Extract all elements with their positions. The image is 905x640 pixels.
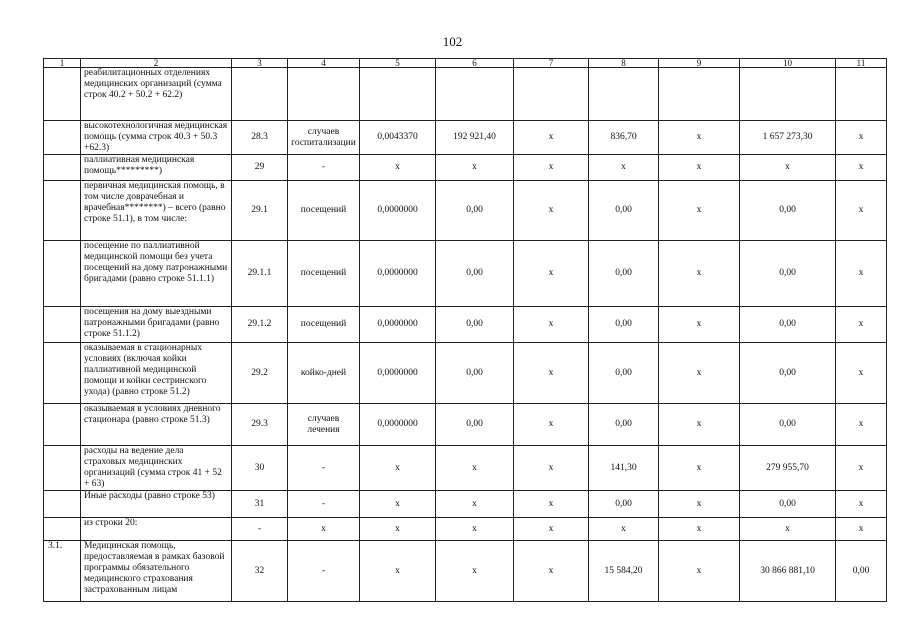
col9-value: х [659, 121, 740, 155]
col11-value: х [836, 181, 887, 241]
line-code: - [232, 518, 288, 541]
col6-value: 0,00 [436, 181, 514, 241]
col10-value [740, 68, 836, 121]
column-header: 10 [740, 59, 836, 68]
line-code: 29.1 [232, 181, 288, 241]
col7-value: х [514, 241, 589, 307]
unit: посещений [288, 241, 360, 307]
line-code: 32 [232, 541, 288, 602]
col8-value: х [589, 155, 659, 181]
unit: - [288, 155, 360, 181]
col5-value: 0,0000000 [360, 181, 436, 241]
col11-value: 0,00 [836, 541, 887, 602]
column-header: 4 [288, 59, 360, 68]
col6-value: 0,00 [436, 404, 514, 446]
column-header: 2 [81, 59, 232, 68]
col8-value: 0,00 [589, 181, 659, 241]
col10-value: 0,00 [740, 241, 836, 307]
row-number [44, 121, 81, 155]
col9-value: х [659, 404, 740, 446]
col9-value: х [659, 181, 740, 241]
column-header: 11 [836, 59, 887, 68]
col11-value: х [836, 404, 887, 446]
table-row [44, 343, 887, 404]
col8-value: 0,00 [589, 404, 659, 446]
col5-value: х [360, 155, 436, 181]
column-header: 1 [44, 59, 81, 68]
unit: койко-дней [288, 343, 360, 404]
row-description: из строки 20: [81, 518, 232, 541]
row-number [44, 343, 81, 404]
row-description: первичная медицинская помощь, в том числе доврачебная и врачебная********) – всего (равно строке 51.1), в том числе: [81, 181, 232, 241]
unit: посещений [288, 307, 360, 343]
col6-value: х [436, 541, 514, 602]
unit [288, 68, 360, 121]
table-row [44, 121, 887, 155]
row-number [44, 404, 81, 446]
col11-value: х [836, 121, 887, 155]
col10-value: 279 955,70 [740, 446, 836, 491]
unit: - [288, 446, 360, 491]
col11-value: х [836, 307, 887, 343]
col11-value: х [836, 241, 887, 307]
column-header: 9 [659, 59, 740, 68]
line-code: 29.1.1 [232, 241, 288, 307]
col5-value [360, 68, 436, 121]
col11-value: х [836, 491, 887, 518]
col9-value: х [659, 241, 740, 307]
col10-value: 0,00 [740, 307, 836, 343]
col7-value: х [514, 541, 589, 602]
row-description: расходы на ведение дела страховых медицинских организаций (сумма строк 41 + 52 + 63) [81, 446, 232, 491]
col8-value [589, 68, 659, 121]
col9-value: х [659, 307, 740, 343]
col9-value: х [659, 518, 740, 541]
line-code: 29.2 [232, 343, 288, 404]
table-row [44, 446, 887, 491]
row-number: 3.1. [44, 541, 81, 602]
row-description: посещения на дому выездными патронажными бригадами (равно строке 51.1.2) [81, 307, 232, 343]
col5-value: х [360, 518, 436, 541]
col7-value: х [514, 307, 589, 343]
table-row [44, 518, 887, 541]
row-number [44, 241, 81, 307]
col9-value: х [659, 491, 740, 518]
line-code: 29.3 [232, 404, 288, 446]
col10-value: 30 866 881,10 [740, 541, 836, 602]
column-header: 6 [436, 59, 514, 68]
col9-value: х [659, 541, 740, 602]
unit: - [288, 491, 360, 518]
col11-value: х [836, 446, 887, 491]
col6-value: х [436, 518, 514, 541]
col11-value: х [836, 155, 887, 181]
col6-value: х [436, 446, 514, 491]
unit: х [288, 518, 360, 541]
col5-value: 0,0000000 [360, 343, 436, 404]
col9-value: х [659, 343, 740, 404]
col8-value: 0,00 [589, 241, 659, 307]
table-row [44, 404, 887, 446]
col9-value: х [659, 155, 740, 181]
unit: посещений [288, 181, 360, 241]
col8-value: 0,00 [589, 307, 659, 343]
line-code: 28.3 [232, 121, 288, 155]
col9-value: х [659, 446, 740, 491]
col6-value [436, 68, 514, 121]
col10-value: 0,00 [740, 343, 836, 404]
line-code [232, 68, 288, 121]
row-number [44, 491, 81, 518]
col10-value: 0,00 [740, 404, 836, 446]
col9-value [659, 68, 740, 121]
row-description: Иные расходы (равно строке 53) [81, 491, 232, 518]
line-code: 30 [232, 446, 288, 491]
column-header: 5 [360, 59, 436, 68]
row-number [44, 181, 81, 241]
col6-value: 0,00 [436, 307, 514, 343]
col7-value: х [514, 343, 589, 404]
col5-value: х [360, 541, 436, 602]
col7-value [514, 68, 589, 121]
line-code: 29 [232, 155, 288, 181]
col5-value: х [360, 446, 436, 491]
col8-value: 0,00 [589, 491, 659, 518]
table-row [44, 68, 887, 121]
table-header-row [44, 59, 887, 68]
col11-value [836, 68, 887, 121]
col7-value: х [514, 121, 589, 155]
row-number [44, 68, 81, 121]
col10-value: 0,00 [740, 181, 836, 241]
col5-value: 0,0000000 [360, 307, 436, 343]
row-description: паллиативная медицинская помощь*********) [81, 155, 232, 181]
col6-value: х [436, 155, 514, 181]
row-number [44, 518, 81, 541]
col11-value: х [836, 343, 887, 404]
col10-value: 1 657 273,30 [740, 121, 836, 155]
line-code: 31 [232, 491, 288, 518]
unit: случаев госпитализации [288, 121, 360, 155]
table-row [44, 155, 887, 181]
col8-value: 15 584,20 [589, 541, 659, 602]
col10-value: х [740, 155, 836, 181]
col10-value: 0,00 [740, 491, 836, 518]
financing-table [43, 58, 887, 602]
table-row [44, 491, 887, 518]
col11-value: х [836, 518, 887, 541]
row-number [44, 155, 81, 181]
row-number [44, 446, 81, 491]
row-description: оказываемая в стационарных условиях (включая койки паллиативной медицинской помощи и койки сестринского ухода) (равно строке 51.2) [81, 343, 232, 404]
column-header: 7 [514, 59, 589, 68]
row-description: реабилитационных отделениях медицинских организаций (сумма строк 40.2 + 50.2 + 62.2) [81, 68, 232, 121]
row-number [44, 307, 81, 343]
table-row [44, 181, 887, 241]
col8-value: х [589, 518, 659, 541]
col7-value: х [514, 155, 589, 181]
table-row [44, 541, 887, 602]
col7-value: х [514, 181, 589, 241]
row-description: посещение по паллиативной медицинской помощи без учета посещений на дому патронажными бригадами (равно строке 51.1.1) [81, 241, 232, 307]
row-description: оказываемая в условиях дневного стационара (равно строке 51.3) [81, 404, 232, 446]
column-header: 8 [589, 59, 659, 68]
col7-value: х [514, 518, 589, 541]
col8-value: 0,00 [589, 343, 659, 404]
col10-value: х [740, 518, 836, 541]
unit: случаев лечения [288, 404, 360, 446]
col5-value: х [360, 491, 436, 518]
page-number: 102 [442, 34, 463, 49]
row-description: Медицинская помощь, предоставляемая в рамках базовой программы обязательного медицинского страхования застрахованным лицам [81, 541, 232, 602]
col7-value: х [514, 404, 589, 446]
col8-value: 141,30 [589, 446, 659, 491]
line-code: 29.1.2 [232, 307, 288, 343]
table-row [44, 307, 887, 343]
unit: - [288, 541, 360, 602]
col6-value: 0,00 [436, 343, 514, 404]
table-row [44, 241, 887, 307]
col7-value: х [514, 491, 589, 518]
col5-value: 0,0000000 [360, 404, 436, 446]
col8-value: 836,70 [589, 121, 659, 155]
col7-value: х [514, 446, 589, 491]
col5-value: 0,0000000 [360, 241, 436, 307]
col5-value: 0,0043370 [360, 121, 436, 155]
row-description: высокотехнологичная медицинская помощь (сумма строк 40.3 + 50.3 +62.3) [81, 121, 232, 155]
col6-value: 0,00 [436, 241, 514, 307]
col6-value: 192 921,40 [436, 121, 514, 155]
col6-value: х [436, 491, 514, 518]
column-header: 3 [232, 59, 288, 68]
